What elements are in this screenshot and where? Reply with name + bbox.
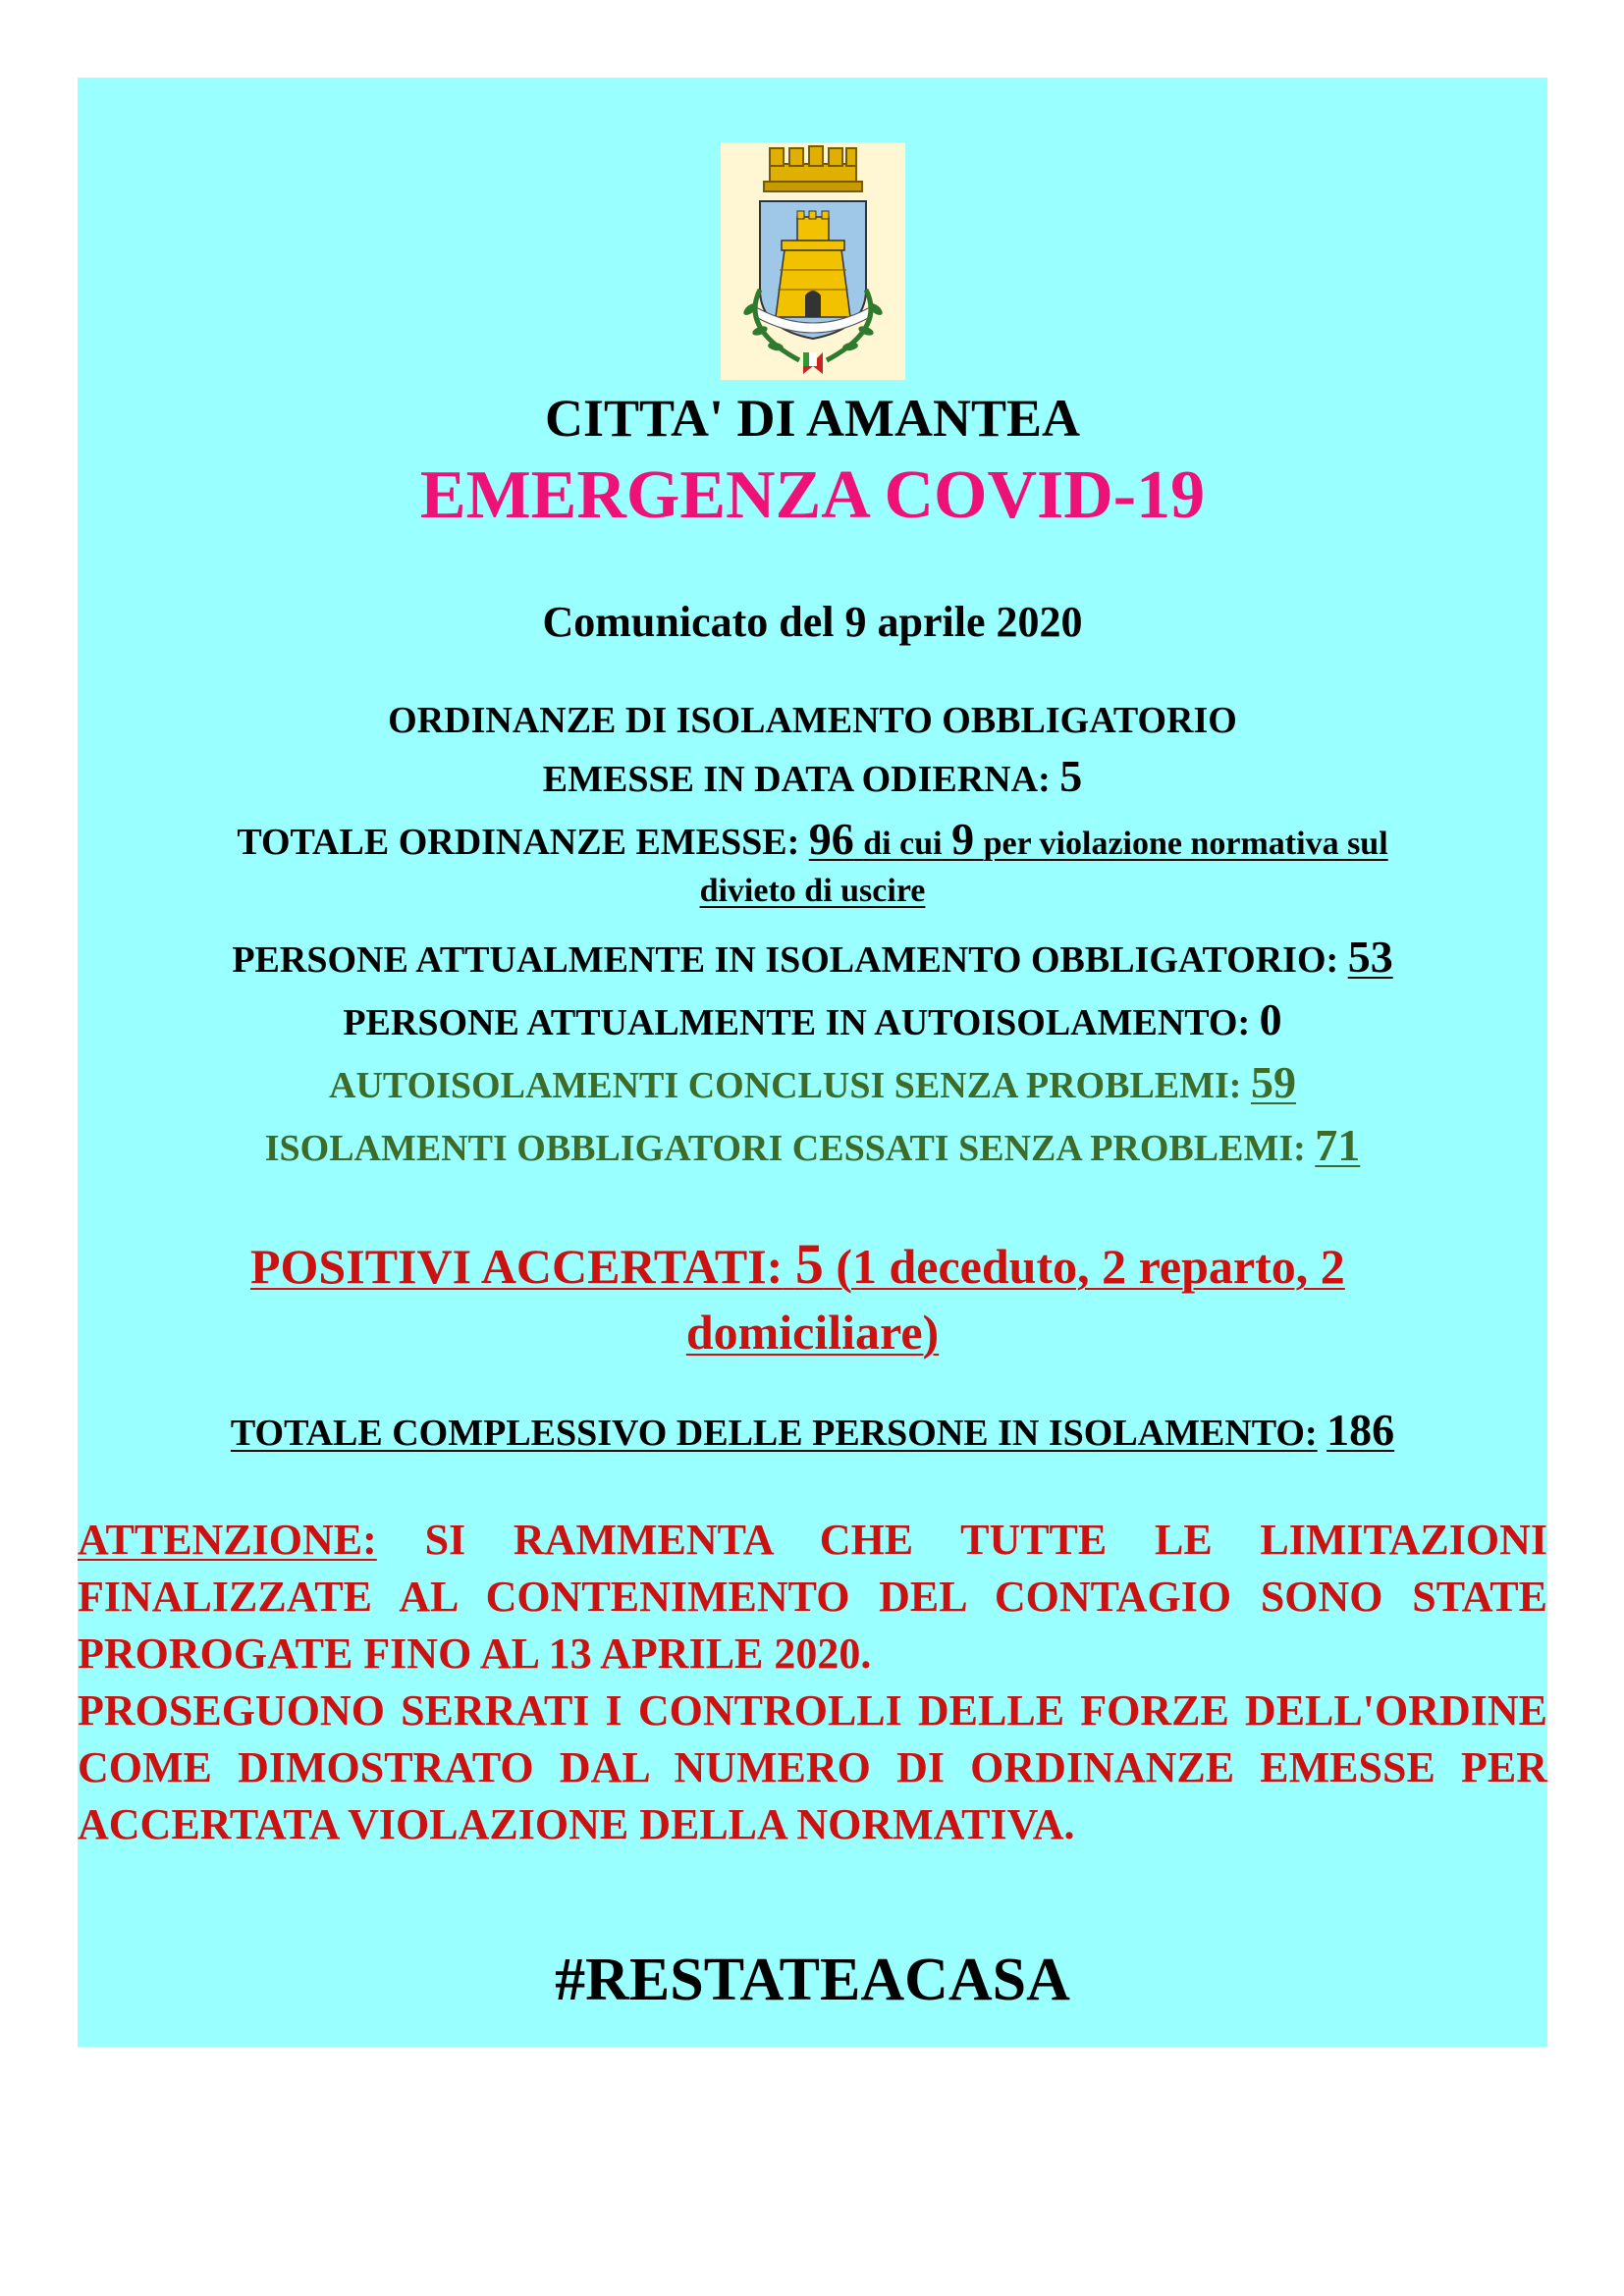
total-isolation-line <box>78 1404 1547 1456</box>
issued-today-value: 5 <box>1059 751 1083 801</box>
self-isolation-concluded-value: 59 <box>1250 1057 1296 1107</box>
positives-detail-2: domiciliare) <box>685 1305 940 1360</box>
mandatory-isolation-line <box>78 931 1547 983</box>
issued-today-label: EMESSE IN DATA ODIERNA: <box>542 759 1051 800</box>
violations-text-2: divieto di uscire <box>699 873 926 909</box>
self-isolation-concluded-label: AUTOISOLAMENTI CONCLUSI SENZA PROBLEMI: <box>329 1065 1242 1106</box>
notice-text-2: PROSEGUONO SERRATI I CONTROLLI DELLE FORZE DELL'ORDINE COME DIMOSTRATO DAL NUMERO DI ORDINANZE EMESSE PER ACCERTATA VIOLAZIONE DELLA NORMATIVA. <box>78 1686 1547 1848</box>
total-isolation-value: 186 <box>1326 1405 1395 1455</box>
date-line: Comunicato del 9 aprile 2020 <box>542 598 1083 646</box>
mandatory-ceased-value: 71 <box>1315 1120 1361 1170</box>
self-isolation-label: PERSONE ATTUALMENTE IN AUTOISOLAMENTO: <box>343 1002 1251 1043</box>
violations-text-1: per violazione normativa sul <box>983 826 1388 862</box>
mandatory-ceased-label: ISOLAMENTI OBBLIGATORI CESSATI SENZA PROBLEMI: <box>264 1128 1306 1169</box>
positives-line-2 <box>78 1304 1547 1361</box>
self-isolation-value: 0 <box>1259 994 1282 1044</box>
ordinances-heading: ORDINANZE DI ISOLAMENTO OBBLIGATORIO <box>388 700 1237 741</box>
mandatory-ceased-line <box>78 1119 1547 1171</box>
positives-detail-1: (1 deceduto, 2 reparto, 2 <box>836 1239 1345 1294</box>
total-issued-line <box>78 813 1547 865</box>
mandatory-isolation-label: PERSONE ATTUALMENTE IN ISOLAMENTO OBBLIGATORIO: <box>232 939 1339 981</box>
city-name: CITTA' DI AMANTEA <box>544 389 1081 448</box>
notice-paragraph-1 <box>78 1512 1547 1682</box>
mandatory-isolation-value: 53 <box>1347 932 1393 982</box>
coat-of-arms-icon <box>721 142 905 380</box>
violations-line-2 <box>78 868 1547 911</box>
violations-value: 9 <box>951 814 975 864</box>
notice-lead: ATTENZIONE: <box>78 1516 377 1564</box>
self-isolation-line <box>78 993 1547 1045</box>
total-issued-of-which: di cui <box>863 826 943 862</box>
notice-block <box>78 1512 1547 1853</box>
positives-line <box>250 1231 1345 1297</box>
total-issued-value: 96 <box>808 814 854 864</box>
total-isolation-label: TOTALE COMPLESSIVO DELLE PERSONE IN ISOLAMENTO: <box>230 1413 1318 1454</box>
positives-value: 5 <box>794 1232 824 1296</box>
notice-paragraph-2 <box>78 1682 1547 1853</box>
notice-text-1: SI RAMMENTA CHE TUTTE LE LIMITAZIONI FINALIZZATE AL CONTENIMENTO DEL CONTAGIO SONO STATE PROROGATE FINO AL 13 APRILE 2020. <box>78 1516 1548 1678</box>
hashtag: #RESTATEACASA <box>555 1947 1070 2013</box>
issued-today-line <box>78 750 1547 802</box>
page-title: EMERGENZA COVID-19 <box>419 457 1206 533</box>
self-isolation-concluded-line <box>78 1056 1547 1108</box>
total-issued-label: TOTALE ORDINANZE EMESSE: <box>237 822 800 863</box>
positives-label: POSITIVI ACCERTATI: <box>250 1239 784 1294</box>
